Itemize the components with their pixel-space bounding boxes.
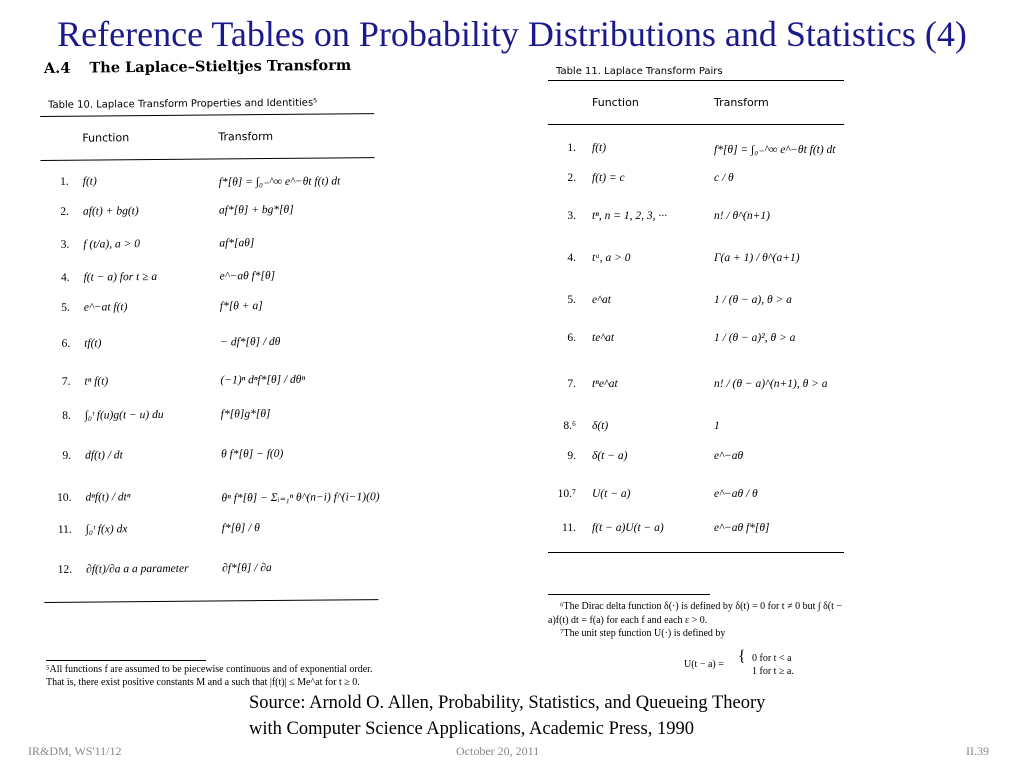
table-11-col-function: Function: [592, 96, 639, 109]
table10-row-function: af(t) + bg(t): [82, 205, 139, 218]
table10-row-transform: f*[θ]g*[θ]: [220, 408, 271, 421]
section-heading: [44, 57, 351, 77]
table11-row-number: 2.: [567, 172, 576, 184]
table11-row-function: tⁿ, n = 1, 2, 3, ···: [592, 210, 667, 222]
step-function-case2: 1 for t ≥ a.: [752, 666, 794, 677]
table-11-footnote-rule: [548, 594, 710, 595]
table10-row-function: e^−at f(t): [83, 301, 128, 314]
table11-row-transform: c / θ: [714, 172, 734, 184]
table11-row-number: 4.: [567, 252, 576, 264]
table-11-header-rule: [548, 124, 844, 125]
source-line-1: Source: Arnold O. Allen, Probability, Statistics, and Queueing Theory: [249, 693, 766, 713]
table11-row-transform: e^−aθ / θ: [714, 488, 758, 500]
table-11-top-rule: [548, 80, 844, 81]
table11-row-transform: n! / (θ − a)^(n+1), θ > a: [714, 378, 828, 390]
table11-row-transform: e^−aθ: [714, 450, 744, 462]
table11-row-transform: f*[θ] = ∫₀₋^∞ e^−θt f(t) dt: [714, 144, 836, 156]
table10-row-transform: af*[θ] + bg*[θ]: [218, 203, 294, 217]
table10-row-number: 5.: [61, 301, 70, 314]
step-function-lhs: U(t − a) =: [684, 659, 724, 670]
table11-row-number: 8.⁶: [563, 420, 576, 432]
slide-title: Reference Tables on Probability Distributions and Statistics (4): [57, 14, 967, 54]
section-title: The Laplace–Stieltjes Transform: [89, 56, 352, 77]
table11-row-function: δ(t): [592, 420, 609, 432]
table11-row-function: f(t − a)U(t − a): [592, 522, 664, 534]
table10-row-number: 2.: [60, 205, 70, 218]
table10-row-transform: (−1)ⁿ dⁿf*[θ] / dθⁿ: [220, 373, 306, 387]
table10-row-function: df(t) / dt: [85, 449, 123, 462]
table11-row-number: 10.⁷: [557, 488, 576, 500]
source-citation: [249, 690, 765, 742]
table-11-col-transform: Transform: [714, 96, 769, 109]
table11-row-function: e^at: [592, 294, 611, 306]
table10-row-number: 3.: [60, 238, 70, 251]
table11-row-number: 9.: [567, 450, 576, 462]
table10-row-number: 8.: [62, 409, 71, 422]
table10-row-number: 9.: [62, 449, 72, 462]
table10-row-number: 7.: [61, 375, 71, 388]
step-function-case1: 0 for t < a: [752, 653, 792, 664]
table10-row-number: 10.: [57, 491, 72, 504]
table11-row-function: tᵃ, a > 0: [592, 252, 631, 264]
table-11-bottom-rule: [548, 552, 844, 553]
step-function-brace: {: [738, 648, 746, 665]
table10-row-function: f(t − a) for t ≥ a: [83, 270, 158, 284]
table11-row-number: 11.: [562, 522, 576, 534]
table11-row-number: 5.: [567, 294, 576, 306]
table11-row-function: f(t): [592, 142, 607, 154]
table11-row-transform: 1 / (θ − a)², θ > a: [714, 332, 796, 344]
table11-row-transform: Γ(a + 1) / θ^(a+1): [714, 252, 800, 264]
table10-row-function: f(t): [82, 175, 97, 188]
footer-date: October 20, 2011: [456, 744, 540, 758]
table10-row-transform: af*[aθ]: [219, 237, 255, 250]
table10-row-transform: f*[θ + a]: [219, 300, 263, 313]
footer-course: IR&DM, WS'11/12: [28, 744, 122, 758]
table11-row-function: f(t) = c: [592, 172, 625, 184]
table10-row-function: ∂f(t)/∂a a a parameter: [86, 562, 189, 576]
section-number: A.4: [43, 59, 71, 77]
table11-row-transform: e^−aθ f*[θ]: [714, 522, 770, 534]
table10-row-function: tⁿ f(t): [84, 375, 109, 388]
table11-row-function: δ(t − a): [592, 450, 628, 462]
source-line-2: with Computer Science Applications, Academic Press, 1990: [249, 719, 694, 739]
table-11: [548, 62, 848, 562]
table-11-footnote7: ⁷The unit step function U(·) is defined by: [560, 628, 726, 639]
table10-row-number: 11.: [57, 523, 72, 536]
table10-row-function: tf(t): [84, 337, 102, 350]
table10-row-transform: e^−aθ f*[θ]: [219, 269, 276, 283]
table-10-footnote-line2: That is, there exist positive constants M and a such that |f(t)| ≤ Me^at for t ≥ 0.: [46, 677, 360, 688]
table-11-footnote6-line1: ⁶The Dirac delta function δ(·) is defined by δ(t) = 0 for t ≠ 0 but ∫ δ(t −: [560, 601, 843, 612]
table10-row-number: 6.: [61, 337, 71, 350]
table11-row-transform: 1: [714, 420, 720, 432]
table-10-footnote-rule: [46, 660, 206, 661]
table11-row-transform: n! / θ^(n+1): [714, 210, 770, 222]
table10-row-transform: f*[θ] = ∫₀₋^∞ e^−θt f(t) dt: [218, 175, 341, 189]
table-10-header-rule: [41, 157, 375, 161]
table11-row-number: 7.: [567, 378, 576, 390]
table-10-col-function: Function: [82, 131, 130, 145]
table10-row-function: f (t/a), a > 0: [83, 238, 140, 251]
table10-row-transform: θ f*[θ] − f(0): [221, 447, 284, 461]
table11-row-number: 6.: [567, 332, 576, 344]
table-11-footnote6-line2: a)f(t) dt = f(a) for each f and each ε > 0.: [548, 615, 708, 626]
table-10-bottom-rule: [44, 599, 378, 603]
table-10: [40, 93, 385, 616]
table11-row-number: 3.: [567, 210, 576, 222]
table10-row-transform: θⁿ f*[θ] − Σᵢ₌₁ⁿ θ^(n−i) f^(i−1)(0): [221, 491, 380, 505]
table10-row-function: dⁿf(t) / dtⁿ: [85, 491, 131, 504]
table-11-caption: Table 11. Laplace Transform Pairs: [556, 66, 723, 77]
table11-row-transform: 1 / (θ − a), θ > a: [714, 294, 792, 306]
table11-row-function: te^at: [592, 332, 615, 344]
table10-row-transform: f*[θ] / θ: [221, 522, 260, 535]
table11-row-function: tⁿe^at: [592, 378, 618, 390]
table10-row-function: ∫₀ᵗ f(u)g(t − u) du: [84, 408, 164, 422]
table10-row-number: 4.: [60, 271, 70, 284]
table-10-col-transform: Transform: [218, 129, 274, 144]
footer-page-number: II.39: [966, 744, 989, 758]
table10-row-number: 1.: [60, 175, 69, 188]
table-10-caption: Table 10. Laplace Transform Properties and Identities⁵: [48, 97, 318, 111]
table10-row-number: 12.: [57, 563, 73, 576]
table-10-top-rule: [40, 113, 374, 117]
table10-row-function: ∫₀ᵗ f(x) dx: [85, 523, 128, 536]
table11-row-number: 1.: [567, 142, 576, 154]
table11-row-function: U(t − a): [592, 488, 631, 500]
table-10-footnote-line1: ⁵All functions f are assumed to be piecewise continuous and of exponential order.: [46, 664, 373, 675]
table10-row-transform: ∂f*[θ] / ∂a: [222, 561, 272, 575]
table10-row-transform: − df*[θ] / dθ: [220, 335, 281, 349]
